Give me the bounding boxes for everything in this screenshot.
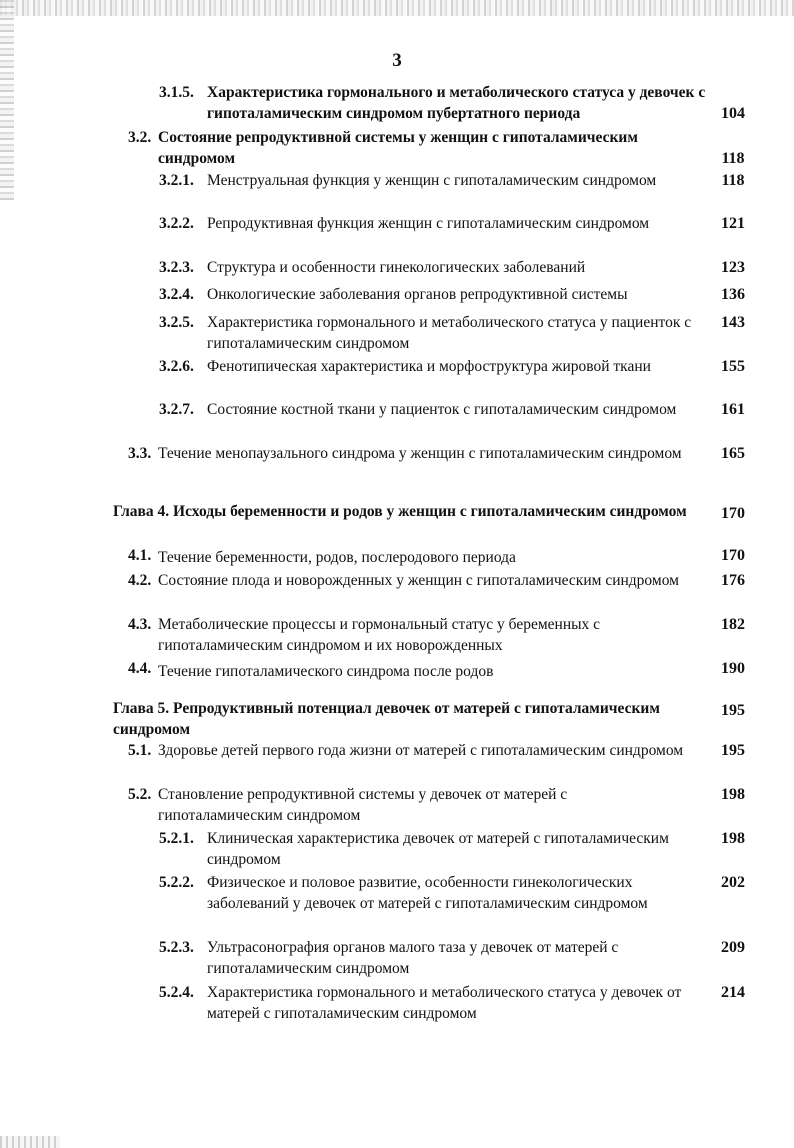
toc-entry-title: Физическое и половое развитие, особенности гинекологических заболеваний у девочек от матерей с гипоталамическим синдромом bbox=[207, 874, 648, 912]
toc-entry-title: Состояние костной ткани у пациенток с гипоталамическим синдромом bbox=[207, 401, 677, 418]
toc-entry-number: 5.2.3. bbox=[159, 939, 194, 956]
toc-entry-page: 198 bbox=[721, 830, 745, 847]
toc-entry-page: 161 bbox=[721, 401, 745, 418]
toc-entry-number: 3.2.7. bbox=[159, 401, 194, 418]
toc-entry-title: Характеристика гормонального и метаболического статуса у пациенток с гипоталамическим синдромом bbox=[207, 314, 692, 352]
toc-entry-page: 143 bbox=[721, 314, 745, 331]
toc-entry-number: 5.1. bbox=[128, 742, 152, 759]
toc-entry-title: Течение менопаузального синдрома у женщин с гипоталамическим синдромом bbox=[158, 445, 682, 462]
toc-entry-page: 195 bbox=[721, 742, 745, 759]
toc-entry-page: 209 bbox=[721, 939, 745, 956]
toc-entry-title: Течение беременности, родов, послеродового периода bbox=[158, 549, 516, 566]
toc-entry-title: Метаболические процессы и гормональный статус у беременных с гипоталамическим синдромом и их новорожденных bbox=[158, 616, 601, 654]
toc-entry-number: 5.2.2. bbox=[159, 874, 194, 891]
toc-entry-page: 121 bbox=[721, 215, 745, 232]
toc-entry-number: 3.2.1. bbox=[159, 172, 194, 189]
toc-entry-page: 136 bbox=[721, 286, 745, 303]
toc-entry-title: Состояние плода и новорожденных у женщин с гипоталамическим синдромом bbox=[158, 572, 679, 589]
toc-entry-page: 202 bbox=[721, 874, 745, 891]
toc-entry-title: Структура и особенности гинекологических заболеваний bbox=[207, 259, 586, 276]
toc-entry-page: 214 bbox=[721, 984, 745, 1001]
scan-edge-top bbox=[0, 0, 794, 16]
toc-entry-page: 182 bbox=[721, 616, 745, 633]
toc-entry-title: Репродуктивная функция женщин с гипоталамическим синдромом bbox=[207, 215, 650, 232]
toc-entry-number: 3.2.2. bbox=[159, 215, 194, 232]
toc-entry-title: Клиническая характеристика девочек от матерей с гипоталамическим синдромом bbox=[207, 830, 669, 868]
toc-entry-number: 3.3. bbox=[128, 445, 152, 462]
toc-entry-number: 3.2.6. bbox=[159, 358, 194, 375]
toc-chapter-title: Глава 4. Исходы беременности и родов у женщин с гипоталамическим синдромом bbox=[113, 503, 687, 520]
toc-entry-page: 170 bbox=[721, 505, 745, 522]
toc-entry-number: 5.2. bbox=[128, 786, 152, 803]
toc-entry-number: 3.2.4. bbox=[159, 286, 194, 303]
toc-entry-number: 4.2. bbox=[128, 572, 152, 589]
toc-entry-number: 3.1.5. bbox=[159, 84, 194, 101]
page-number: 3 bbox=[392, 50, 402, 71]
toc-entry-title: Характеристика гормонального и метаболического статуса у девочек с гипоталамическим синдромом пубертатного периода bbox=[207, 84, 706, 122]
toc-entry-number: 4.4. bbox=[128, 660, 152, 677]
toc-entry-page: 195 bbox=[721, 702, 745, 719]
toc-entry-title: Здоровье детей первого года жизни от матерей с гипоталамическим синдромом bbox=[158, 742, 684, 759]
toc-entry-title: Течение гипоталамического синдрома после родов bbox=[158, 663, 494, 680]
toc-entry-title: Фенотипическая характеристика и морфоструктура жировой ткани bbox=[207, 358, 651, 375]
toc-entry-title: Менструальная функция у женщин с гипоталамическим синдромом bbox=[207, 172, 657, 189]
toc-entry-page: 165 bbox=[721, 445, 745, 462]
scan-edge-bottom-left bbox=[0, 1136, 60, 1148]
toc-entry-title: Состояние репродуктивной системы у женщин с гипоталамическим синдромом bbox=[158, 129, 638, 167]
toc-entry-page: 170 bbox=[721, 547, 745, 564]
toc-entry-number: 5.2.4. bbox=[159, 984, 194, 1001]
toc-entry-number: 4.1. bbox=[128, 547, 152, 564]
toc-entry-number: 5.2.1. bbox=[159, 830, 194, 847]
toc-entry-page: 123 bbox=[721, 259, 745, 276]
toc-entry-title: Характеристика гормонального и метаболического статуса у девочек от матерей с гипоталамическим синдромом bbox=[207, 984, 682, 1022]
toc-entry-page: 118 bbox=[721, 150, 745, 167]
toc-entry-title: Онкологические заболевания органов репродуктивной системы bbox=[207, 286, 628, 303]
toc-entry-page: 104 bbox=[721, 105, 745, 122]
scan-edge-left bbox=[0, 0, 14, 200]
toc-entry-number: 3.2.3. bbox=[159, 259, 194, 276]
toc-entry-number: 4.3. bbox=[128, 616, 152, 633]
toc-entry-page: 198 bbox=[721, 786, 745, 803]
toc-entry-number: 3.2. bbox=[128, 129, 152, 146]
toc-chapter-title: Глава 5. Репродуктивный потенциал девочек от матерей с гипоталамическим синдромом bbox=[113, 700, 660, 738]
toc-entry-page: 190 bbox=[721, 660, 745, 677]
toc-entry-page: 118 bbox=[721, 172, 745, 189]
toc-entry-page: 176 bbox=[721, 572, 745, 589]
toc-entry-title: Становление репродуктивной системы у девочек от матерей с гипоталамическим синдромом bbox=[158, 786, 568, 824]
toc-entry-page: 155 bbox=[721, 358, 745, 375]
toc-entry-number: 3.2.5. bbox=[159, 314, 194, 331]
toc-entry-title: Ультрасонография органов малого таза у девочек от матерей с гипоталамическим синдромом bbox=[207, 939, 619, 977]
